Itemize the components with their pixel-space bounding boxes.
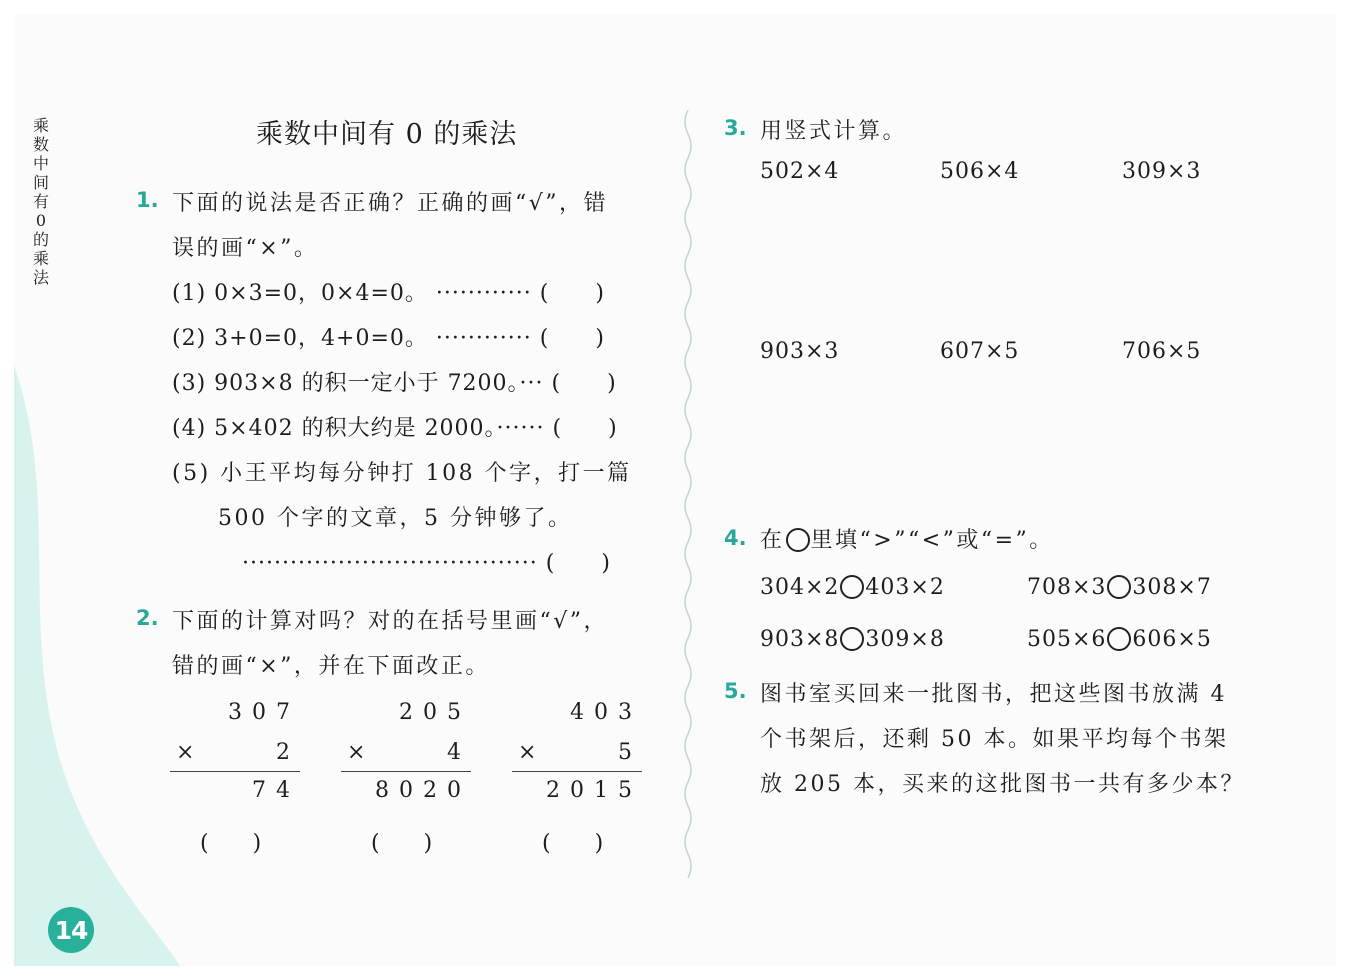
q4-row2-left <box>760 627 945 652</box>
q4-instruction-a: 在 <box>760 528 785 553</box>
q1-item-5-line2: 500 个字的文章，5 分钟够了。 <box>218 506 573 531</box>
q3-expr-4: 903×3 <box>760 339 840 364</box>
q3-expr-1: 502×4 <box>760 159 840 184</box>
calc3-top: 403 <box>570 700 642 725</box>
calc2-multiplier: 4 <box>447 740 471 765</box>
compare-circle[interactable] <box>840 575 864 599</box>
q3-expr-6: 706×5 <box>1122 339 1202 364</box>
q3-expr-5: 607×5 <box>940 339 1020 364</box>
page-number-badge: 14 <box>48 907 94 953</box>
calc3-operator: × <box>518 740 538 765</box>
q5-line1: 图书室买回来一批图书，把这些图书放满 4 <box>760 682 1227 707</box>
q1-instruction-line1: 下面的说法是否正确？正确的画“√”，错 <box>172 191 609 216</box>
vertical-section-title: 乘数中间有0的乘法 <box>32 116 49 287</box>
q4-r1-r1: 403×2 <box>865 575 945 600</box>
calc2-rule <box>341 771 471 772</box>
q4-r2-r2: 606×5 <box>1132 627 1212 652</box>
calc3-multiplier: 5 <box>618 740 642 765</box>
q1-item-2: (2) 3+0=0，4+0=0。 ············ ( ) <box>172 326 605 351</box>
q3-expr-2: 506×4 <box>940 159 1020 184</box>
q2-instruction-line1: 下面的计算对吗？对的在括号里画“√”， <box>172 609 609 634</box>
q4-number: 4. <box>724 526 747 550</box>
q1-instruction-line2: 误的画“×”。 <box>172 236 319 261</box>
calc1-top: 307 <box>228 700 300 725</box>
q3-instruction: 用竖式计算。 <box>760 119 908 144</box>
calc2-result: 8020 <box>375 778 471 803</box>
q3-number: 3. <box>724 116 747 140</box>
calc2-answer-paren: ( ) <box>371 831 433 856</box>
q1-item-1: (1) 0×3=0，0×4=0。 ············ ( ) <box>172 281 605 306</box>
calc1-result: 74 <box>252 778 300 803</box>
page-divider <box>678 110 698 885</box>
compare-circle[interactable] <box>840 627 864 651</box>
calc1-operator: × <box>176 740 196 765</box>
calc3-answer-paren: ( ) <box>542 831 604 856</box>
calc1-multiplier: 2 <box>276 740 300 765</box>
page-title: 乘数中间有 0 的乘法 <box>256 119 518 150</box>
q1-item-4: (4) 5×402 的积大约是 2000。······ ( ) <box>172 416 618 441</box>
q4-row1-right <box>1027 575 1212 600</box>
q4-r2-l2: 505×6 <box>1027 627 1107 652</box>
calc3-rule <box>512 771 642 772</box>
q1-item-3: (3) 903×8 的积一定小于 7200。··· ( ) <box>172 371 617 396</box>
q3-expr-3: 309×3 <box>1122 159 1202 184</box>
calc1-rule <box>170 771 300 772</box>
calc1-answer-paren: ( ) <box>200 831 262 856</box>
q4-row2-right <box>1027 627 1212 652</box>
q4-row1-left <box>760 575 945 600</box>
q1-number: 1. <box>136 188 159 212</box>
q4-r1-l1: 304×2 <box>760 575 840 600</box>
q4-instruction-b: 里填“>”“<”或“=”。 <box>810 528 1054 553</box>
calc2-operator: × <box>347 740 367 765</box>
q5-line3: 放 205 本，买来的这批图书一共有多少本？ <box>760 772 1245 797</box>
q2-instruction-line2: 错的画“×”，并在下面改正。 <box>172 654 490 679</box>
compare-circle[interactable] <box>1107 627 1131 651</box>
q1-item-5-line1: (5) 小王平均每分钟打 108 个字，打一篇 <box>172 461 632 486</box>
q5-line2: 个书架后，还剩 50 本。如果平均每个书架 <box>760 727 1229 752</box>
q2-number: 2. <box>136 606 159 630</box>
q1-item-5-line3: ····································· ( ) <box>242 551 611 576</box>
q4-r2-r1: 309×8 <box>865 627 945 652</box>
q4-instruction <box>760 523 1054 554</box>
calc3-result: 2015 <box>546 778 642 803</box>
q4-r1-l2: 708×3 <box>1027 575 1107 600</box>
q5-number: 5. <box>724 679 747 703</box>
circle-blank-icon <box>786 528 810 552</box>
q4-r2-l1: 903×8 <box>760 627 840 652</box>
q4-r1-r2: 308×7 <box>1132 575 1212 600</box>
compare-circle[interactable] <box>1107 575 1131 599</box>
calc2-top: 205 <box>399 700 471 725</box>
